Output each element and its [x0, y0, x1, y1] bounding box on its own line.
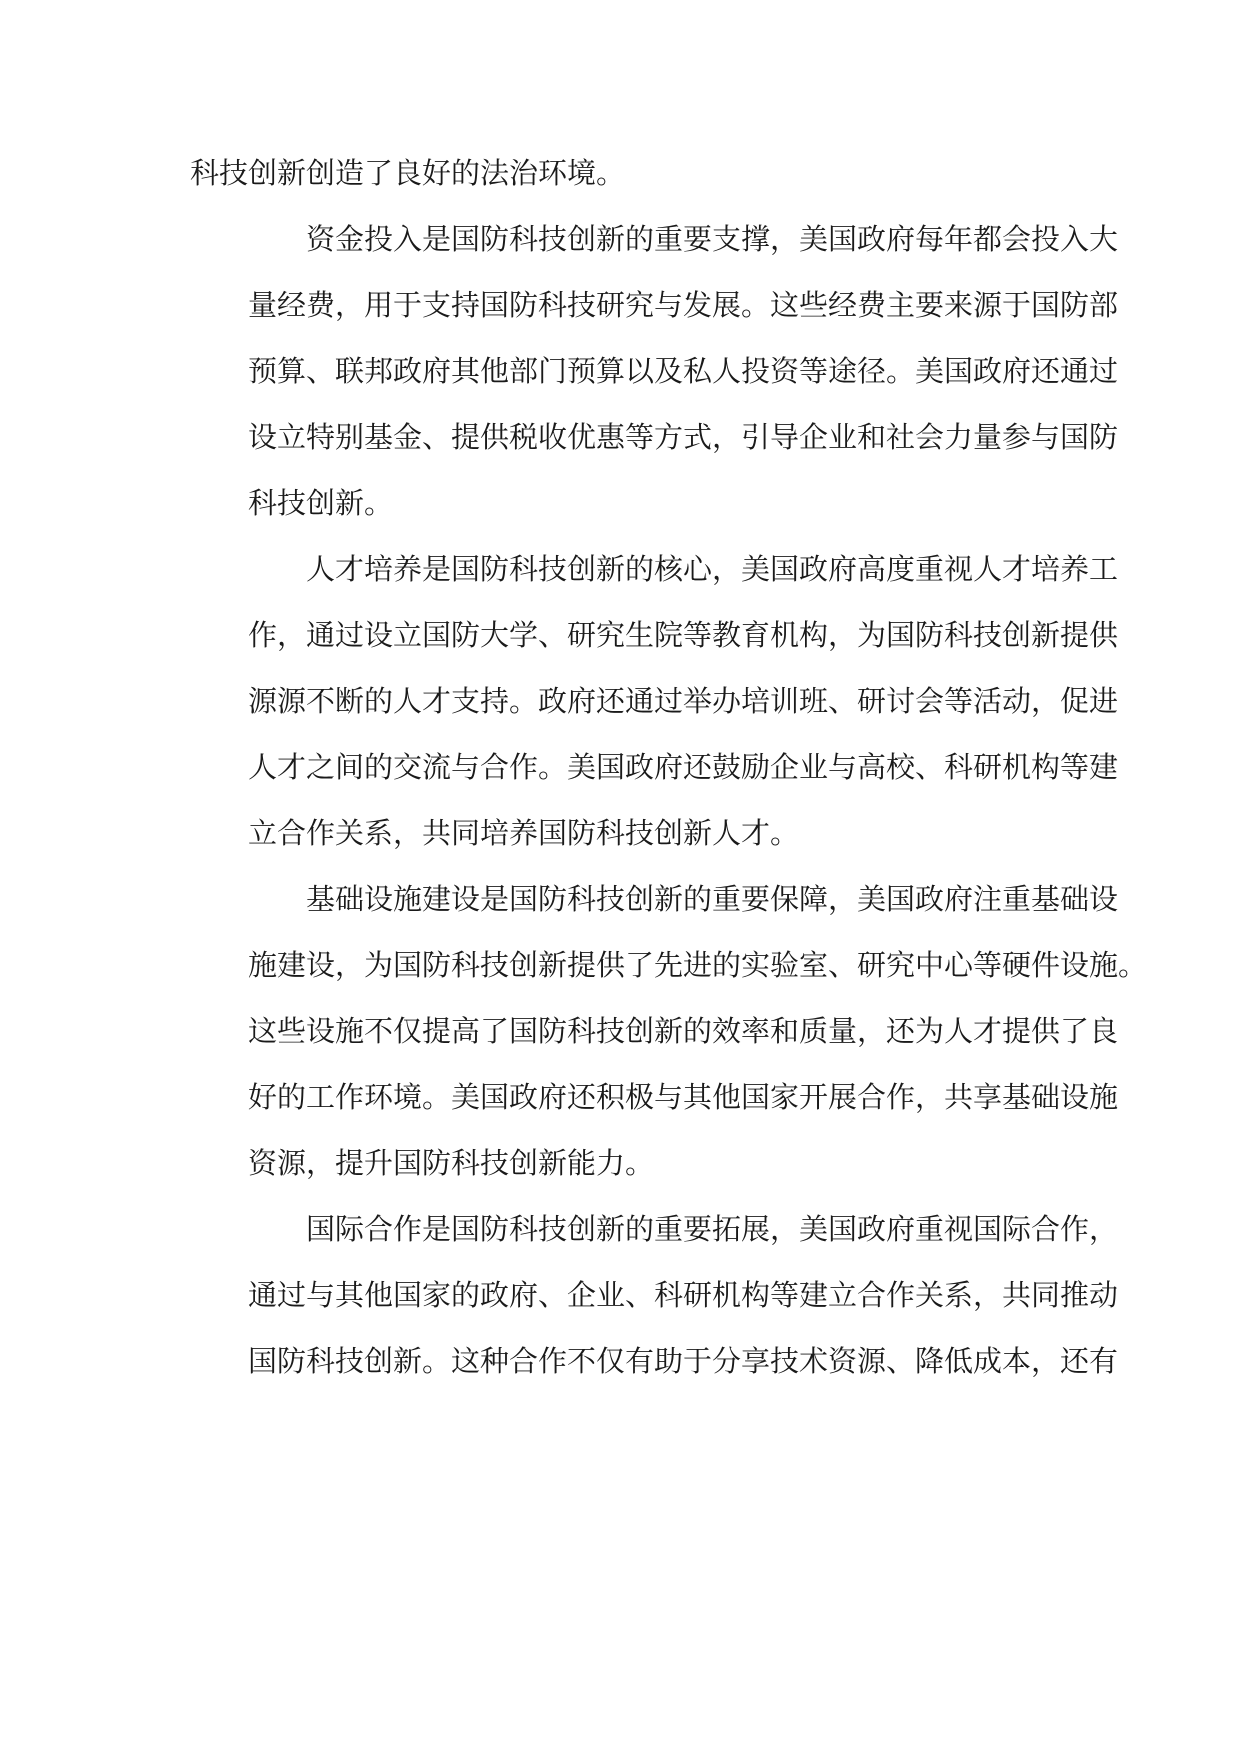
- text-line: 国防科技创新。这种合作不仅有助于分享技术资源、降低成本，还有: [248, 1344, 1119, 1378]
- text-line: 这些设施不仅提高了国防科技创新的效率和质量，还为人才提供了良: [248, 1014, 1119, 1048]
- text-line: 资源，提升国防科技创新能力。: [248, 1146, 655, 1180]
- paragraph-legal-environment-end: [190, 140, 1050, 206]
- text-line: 资金投入是国防科技创新的重要支撑，美国政府每年都会投入大: [306, 222, 1119, 256]
- paragraph-talent: [190, 536, 1119, 866]
- paragraph-infrastructure: [190, 866, 1148, 1196]
- text-line: 预算、联邦政府其他部门预算以及私人投资等途径。美国政府还通过: [248, 354, 1119, 388]
- document-body: [190, 140, 1148, 1394]
- text-line: 通过与其他国家的政府、企业、科研机构等建立合作关系，共同推动: [248, 1278, 1119, 1312]
- text-line: 人才培养是国防科技创新的核心，美国政府高度重视人才培养工: [306, 552, 1119, 586]
- text-line: 立合作关系，共同培养国防科技创新人才。: [248, 816, 800, 850]
- text-line: 人才之间的交流与合作。美国政府还鼓励企业与高校、科研机构等建: [248, 750, 1119, 784]
- text-line: 科技创新创造了良好的法治环境。: [190, 156, 626, 190]
- text-line: 基础设施建设是国防科技创新的重要保障，美国政府注重基础设: [306, 882, 1119, 916]
- text-line: 量经费，用于支持国防科技研究与发展。这些经费主要来源于国防部: [248, 288, 1119, 322]
- text-line: 好的工作环境。美国政府还积极与其他国家开展合作，共享基础设施: [248, 1080, 1119, 1114]
- text-line: 设立特别基金、提供税收优惠等方式，引导企业和社会力量参与国防: [248, 420, 1119, 454]
- paragraph-funding: [190, 206, 1119, 536]
- text-line: 施建设，为国防科技创新提供了先进的实验室、研究中心等硬件设施。: [248, 948, 1148, 982]
- text-line: 作，通过设立国防大学、研究生院等教育机构，为国防科技创新提供: [248, 618, 1119, 652]
- text-line: 源源不断的人才支持。政府还通过举办培训班、研讨会等活动，促进: [248, 684, 1119, 718]
- text-line: 科技创新。: [248, 486, 394, 520]
- text-line: 国际合作是国防科技创新的重要拓展，美国政府重视国际合作，: [306, 1212, 1119, 1246]
- paragraph-international-cooperation: [190, 1196, 1119, 1394]
